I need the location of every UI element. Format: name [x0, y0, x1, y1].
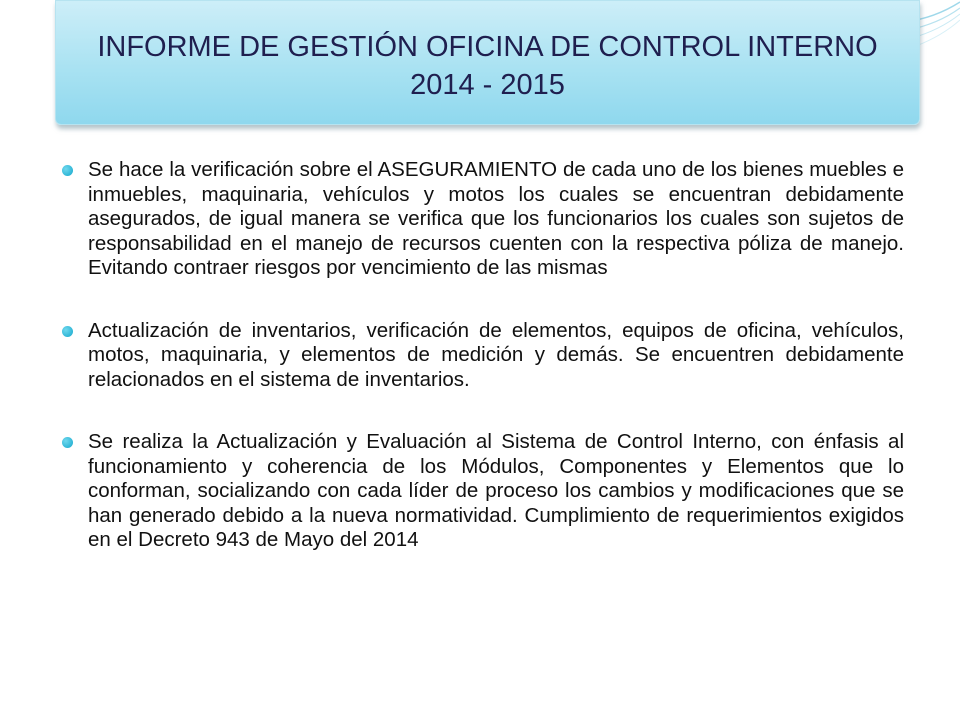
bullet-icon: [62, 437, 73, 448]
bullet-icon: [62, 165, 73, 176]
bullet-list: [62, 158, 904, 591]
list-item: [62, 158, 904, 281]
list-item-text: Se hace la verificación sobre el ASEGURAMIENTO de cada uno de los bienes muebles e inmuebles, maquinaria, vehículos y motos los cuales se encuentran debidamente asegurados, de igual manera se verifica que los funcionarios los cuales son sujetos de responsabilidad en el manejo de recursos cuenten con la respectiva póliza de manejo. Evitando contraer riesgos por vencimiento de las mismas: [88, 158, 904, 279]
list-item-text: Se realiza la Actualización y Evaluación al Sistema de Control Interno, con énfasis al funcionamiento y coherencia de los Módulos, Componentes y Elementos que lo conforman, socializando con cada líder de proceso los cambios y modificaciones que se han generado debido a la nueva normatividad. Cumplimiento de requerimientos exigidos en el Decreto 943 de Mayo del 2014: [88, 430, 904, 551]
list-item: [62, 430, 904, 553]
list-item-text: Actualización de inventarios, verificación de elementos, equipos de oficina, vehículos, motos, maquinaria, y elementos de medición y demás. Se encuentren debidamente relacionados en el sistema de inventarios.: [88, 318, 904, 391]
page-title: INFORME DE GESTIÓN OFICINA DE CONTROL INTERNO: [97, 30, 878, 63]
page-subtitle-years: 2014 - 2015: [410, 68, 565, 101]
list-item: [62, 319, 904, 393]
title-banner: [55, 0, 920, 125]
bullet-icon: [62, 326, 73, 337]
